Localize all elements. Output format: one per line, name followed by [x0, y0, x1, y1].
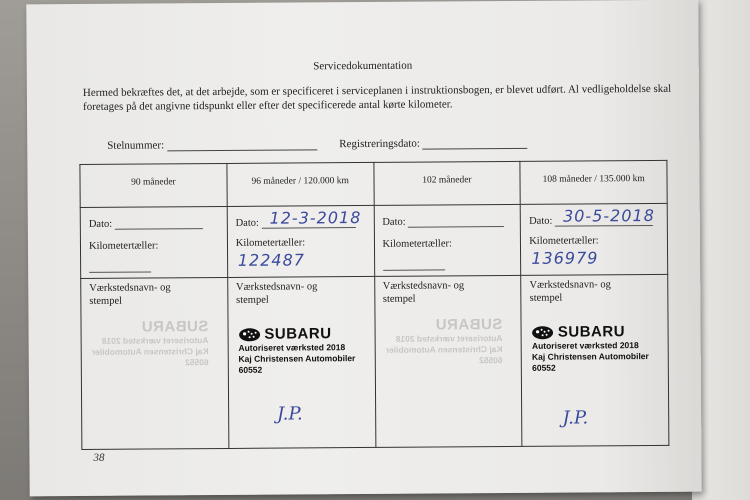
booklet-page	[26, 0, 701, 496]
header-col-3: 102 måneder	[373, 161, 520, 205]
page-number: 38	[93, 451, 105, 464]
ghost-stamp-1: SUBARU Autoriseret værksted 2018 Kaj Christensen Automobiler 60552	[91, 318, 209, 368]
registrering-label: Registreringsdato:	[339, 137, 420, 151]
header-col-2: 96 måneder / 120.000 km	[227, 162, 374, 206]
registrering-line	[423, 138, 528, 150]
stamp-col-2: Værkstedsnavn- og stempel SUBARU Autoriseret værksted 2018 Kaj Christensen Automobiler 60552 J.P.	[227, 276, 375, 448]
entry-col-3: Dato: Kilometertæller:	[374, 204, 521, 276]
stamp-col-4: Værkstedsnavn- og stempel SUBARU Autoriseret værksted 2018 Kaj Christensen Automobiler 60552 J.P.	[521, 274, 669, 446]
stelnummer-field	[107, 138, 317, 151]
subaru-stamp-4: SUBARU Autoriseret værksted 2018 Kaj Christensen Automobiler 60552	[531, 323, 649, 373]
stamp-row	[81, 274, 669, 449]
entry-row	[80, 203, 667, 278]
stelnummer-line	[167, 139, 317, 151]
header-row	[80, 160, 667, 207]
subaru-logo-icon	[238, 328, 260, 342]
service-table	[79, 160, 669, 450]
page-title: Servicedokumentation	[313, 59, 413, 73]
header-col-4: 108 måneder / 135.000 km	[520, 160, 667, 204]
km-handwritten-2: 122487	[237, 250, 305, 270]
ghost-stamp-3: SUBARU Autoriseret værksted 2018 Kaj Christensen Automobiler 60552	[385, 316, 503, 366]
entry-col-2: Dato: 12-3-2018 Kilometertæller: 122487	[227, 205, 374, 277]
km-handwritten-4: 136979	[531, 248, 599, 268]
entry-col-1: Dato: Kilometertæller:	[80, 206, 227, 278]
stelnummer-label: Stelnummer:	[107, 139, 165, 152]
entry-col-4: Dato: 30-5-2018 Kilometertæller: 136979	[520, 203, 667, 275]
signature-4: J.P.	[562, 407, 589, 429]
date-handwritten-2: 12-3-2018	[269, 208, 362, 228]
subaru-logo-icon	[532, 326, 554, 340]
subaru-stamp-2: SUBARU Autoriseret værksted 2018 Kaj Christensen Automobiler 60552	[238, 325, 356, 375]
registrering-field	[339, 137, 527, 150]
header-col-1: 90 måneder	[80, 163, 227, 207]
stamp-col-3: Værkstedsnavn- og stempel SUBARU Autoriseret værksted 2018 Kaj Christensen Automobiler 60552	[374, 275, 522, 447]
signature-2: J.P.	[276, 403, 303, 425]
intro-paragraph: Hermed bekræftes det, at det arbejde, som er specificeret i serviceplanen i instruktionsbogen, er blevet udført. Al vedligeholdelse skal foretages på det angivne tidspunkt eller efter det specificerede antal kørte kilometer.	[82, 82, 672, 113]
stamp-col-1: Værkstedsnavn- og stempel SUBARU Autoriseret værksted 2018 Kaj Christensen Automobiler 60552	[81, 277, 229, 449]
date-handwritten-4: 30-5-2018	[562, 205, 655, 226]
